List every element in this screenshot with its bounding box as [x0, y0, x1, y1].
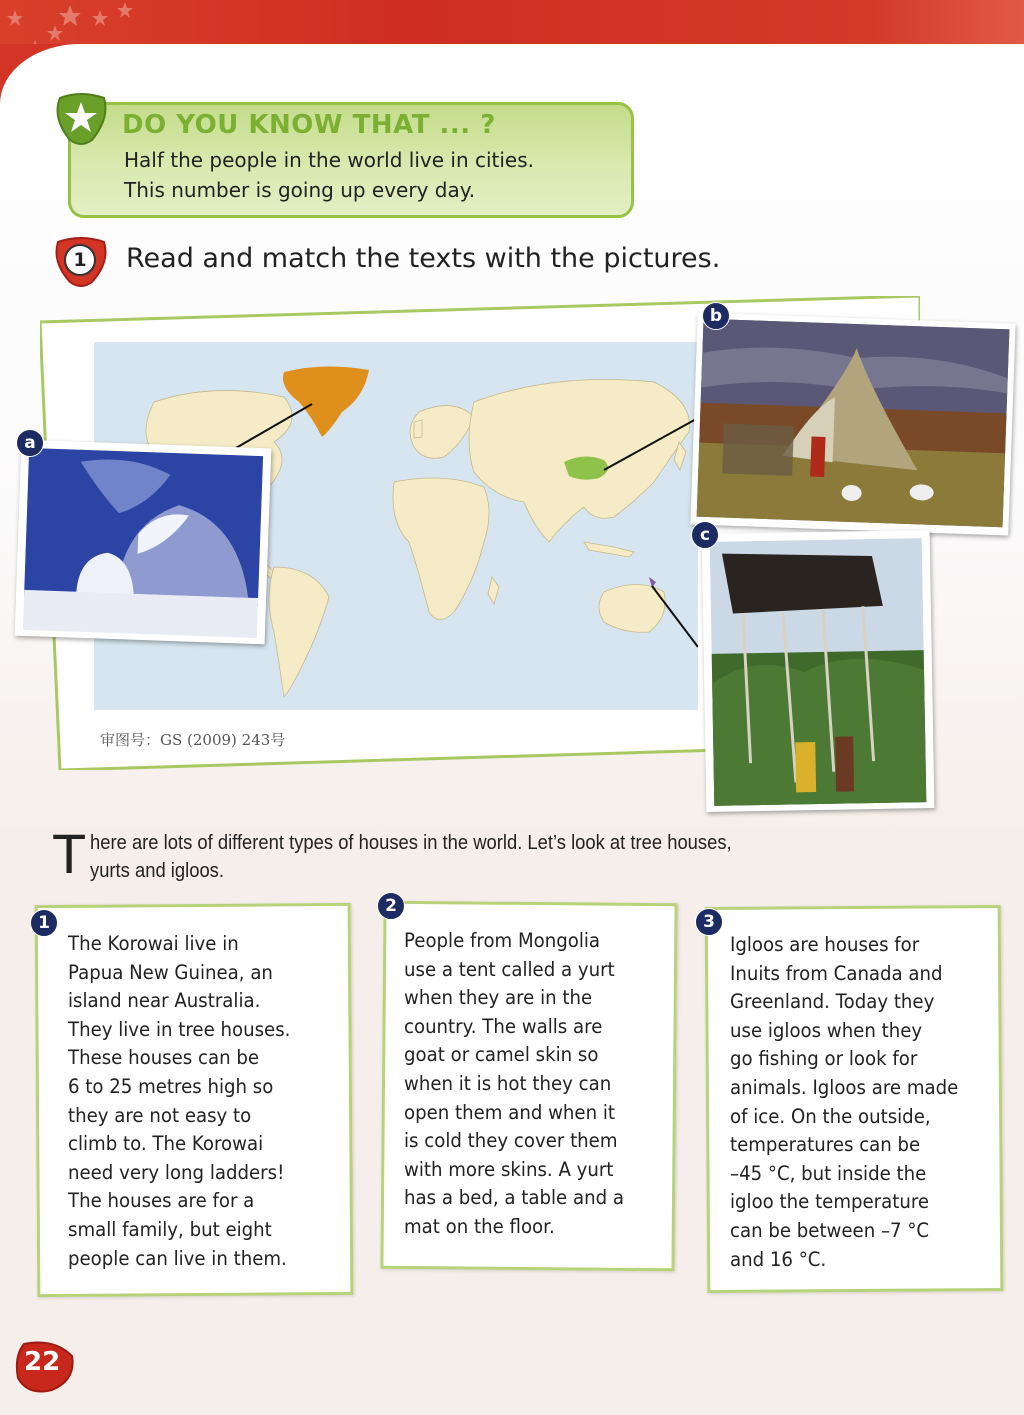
text-card-line: Greenland. Today they — [730, 990, 935, 1014]
text-card-line: need very long ladders! — [68, 1160, 285, 1184]
text-card-line: The Korowai live in — [68, 932, 239, 955]
photo-label-c: c — [691, 521, 719, 549]
text-card-line: mat on the floor. — [404, 1214, 555, 1238]
yurt-image — [690, 313, 1015, 536]
text-card-line: open them and when it — [404, 1100, 615, 1124]
photo-c-tree-house[interactable] — [702, 530, 935, 812]
text-card-body — [404, 927, 641, 1242]
igloo-image — [15, 440, 272, 645]
text-card-line: and 16 °C. — [730, 1247, 827, 1271]
text-card-line: small family, but eight — [68, 1217, 272, 1241]
photo-b-yurt[interactable] — [690, 313, 1015, 536]
page-number: 22 — [24, 1347, 61, 1377]
text-card-line: use igloos when they — [730, 1018, 923, 1042]
text-card-line: The houses are for a — [68, 1189, 255, 1213]
text-card-line: People from Mongolia — [404, 929, 601, 952]
mongolia-highlight — [564, 456, 608, 479]
text-card-line: Papua New Guinea, an — [68, 960, 273, 984]
text-card-line: has a bed, a table and a — [404, 1186, 624, 1210]
text-card-line: when it is hot they can — [404, 1071, 612, 1095]
text-card-line: igloo the temperature — [730, 1190, 930, 1214]
map-approval-caption: 审图号：GS (2009) 243号 — [100, 731, 286, 749]
text-card-line: climb to. The Korowai — [68, 1132, 264, 1156]
text-card-line: go fishing or look for — [730, 1047, 918, 1071]
text-card-line: use a tent called a yurt — [404, 957, 615, 981]
intro-dropcap: T — [52, 822, 87, 885]
photo-label-a: a — [16, 429, 44, 457]
intro-text-line: here are lots of different types of houses in the world. Let’s look at tree houses, — [90, 832, 732, 854]
text-card-body — [730, 931, 975, 1274]
text-card-line: when they are in the — [404, 986, 593, 1010]
text-card-line: with more skins. A yurt — [404, 1157, 614, 1181]
tree-house-image — [702, 530, 935, 812]
intro-text-line: yurts and igloos. — [90, 860, 224, 882]
text-card-line: animals. Igloos are made — [730, 1075, 959, 1099]
did-you-know-line: Half the people in the world live in cities. — [124, 148, 535, 172]
text-card-number: 3 — [695, 908, 723, 936]
text-card-line: –45 °C, but inside the — [730, 1161, 927, 1185]
did-you-know-line: This number is going up every day. — [124, 178, 476, 202]
star-icon — [52, 92, 110, 146]
text-card-body — [68, 930, 307, 1273]
text-card-line: They live in tree houses. — [68, 1017, 291, 1041]
text-card-line: is cold they cover them — [404, 1129, 618, 1153]
text-card-line: These houses can be — [68, 1046, 260, 1070]
photo-a-igloo[interactable] — [15, 440, 272, 645]
text-card-number: 2 — [377, 892, 405, 920]
text-card-line: 6 to 25 metres high so — [68, 1074, 274, 1098]
photo-label-b: b — [702, 302, 730, 330]
text-card-number: 1 — [30, 909, 58, 937]
exercise-instruction: Read and match the texts with the pictures. — [126, 243, 721, 274]
text-card-line: people can live in them. — [68, 1246, 287, 1270]
text-card-line: Inuits from Canada and — [730, 961, 943, 985]
text-card-line: they are not easy to — [68, 1103, 252, 1127]
text-card-line: can be between –7 °C — [730, 1218, 930, 1242]
exercise-number: 1 — [64, 244, 96, 276]
did-you-know-title: DO YOU KNOW THAT ... ? — [122, 110, 496, 140]
text-card-line: temperatures can be — [730, 1133, 921, 1157]
text-card-line: island near Australia. — [68, 989, 261, 1013]
text-card-line: country. The walls are — [404, 1014, 603, 1038]
text-card-line: of ice. On the outside, — [730, 1104, 931, 1128]
text-card-line: goat or camel skin so — [404, 1043, 599, 1067]
text-card-line: Igloos are houses for — [730, 933, 920, 956]
